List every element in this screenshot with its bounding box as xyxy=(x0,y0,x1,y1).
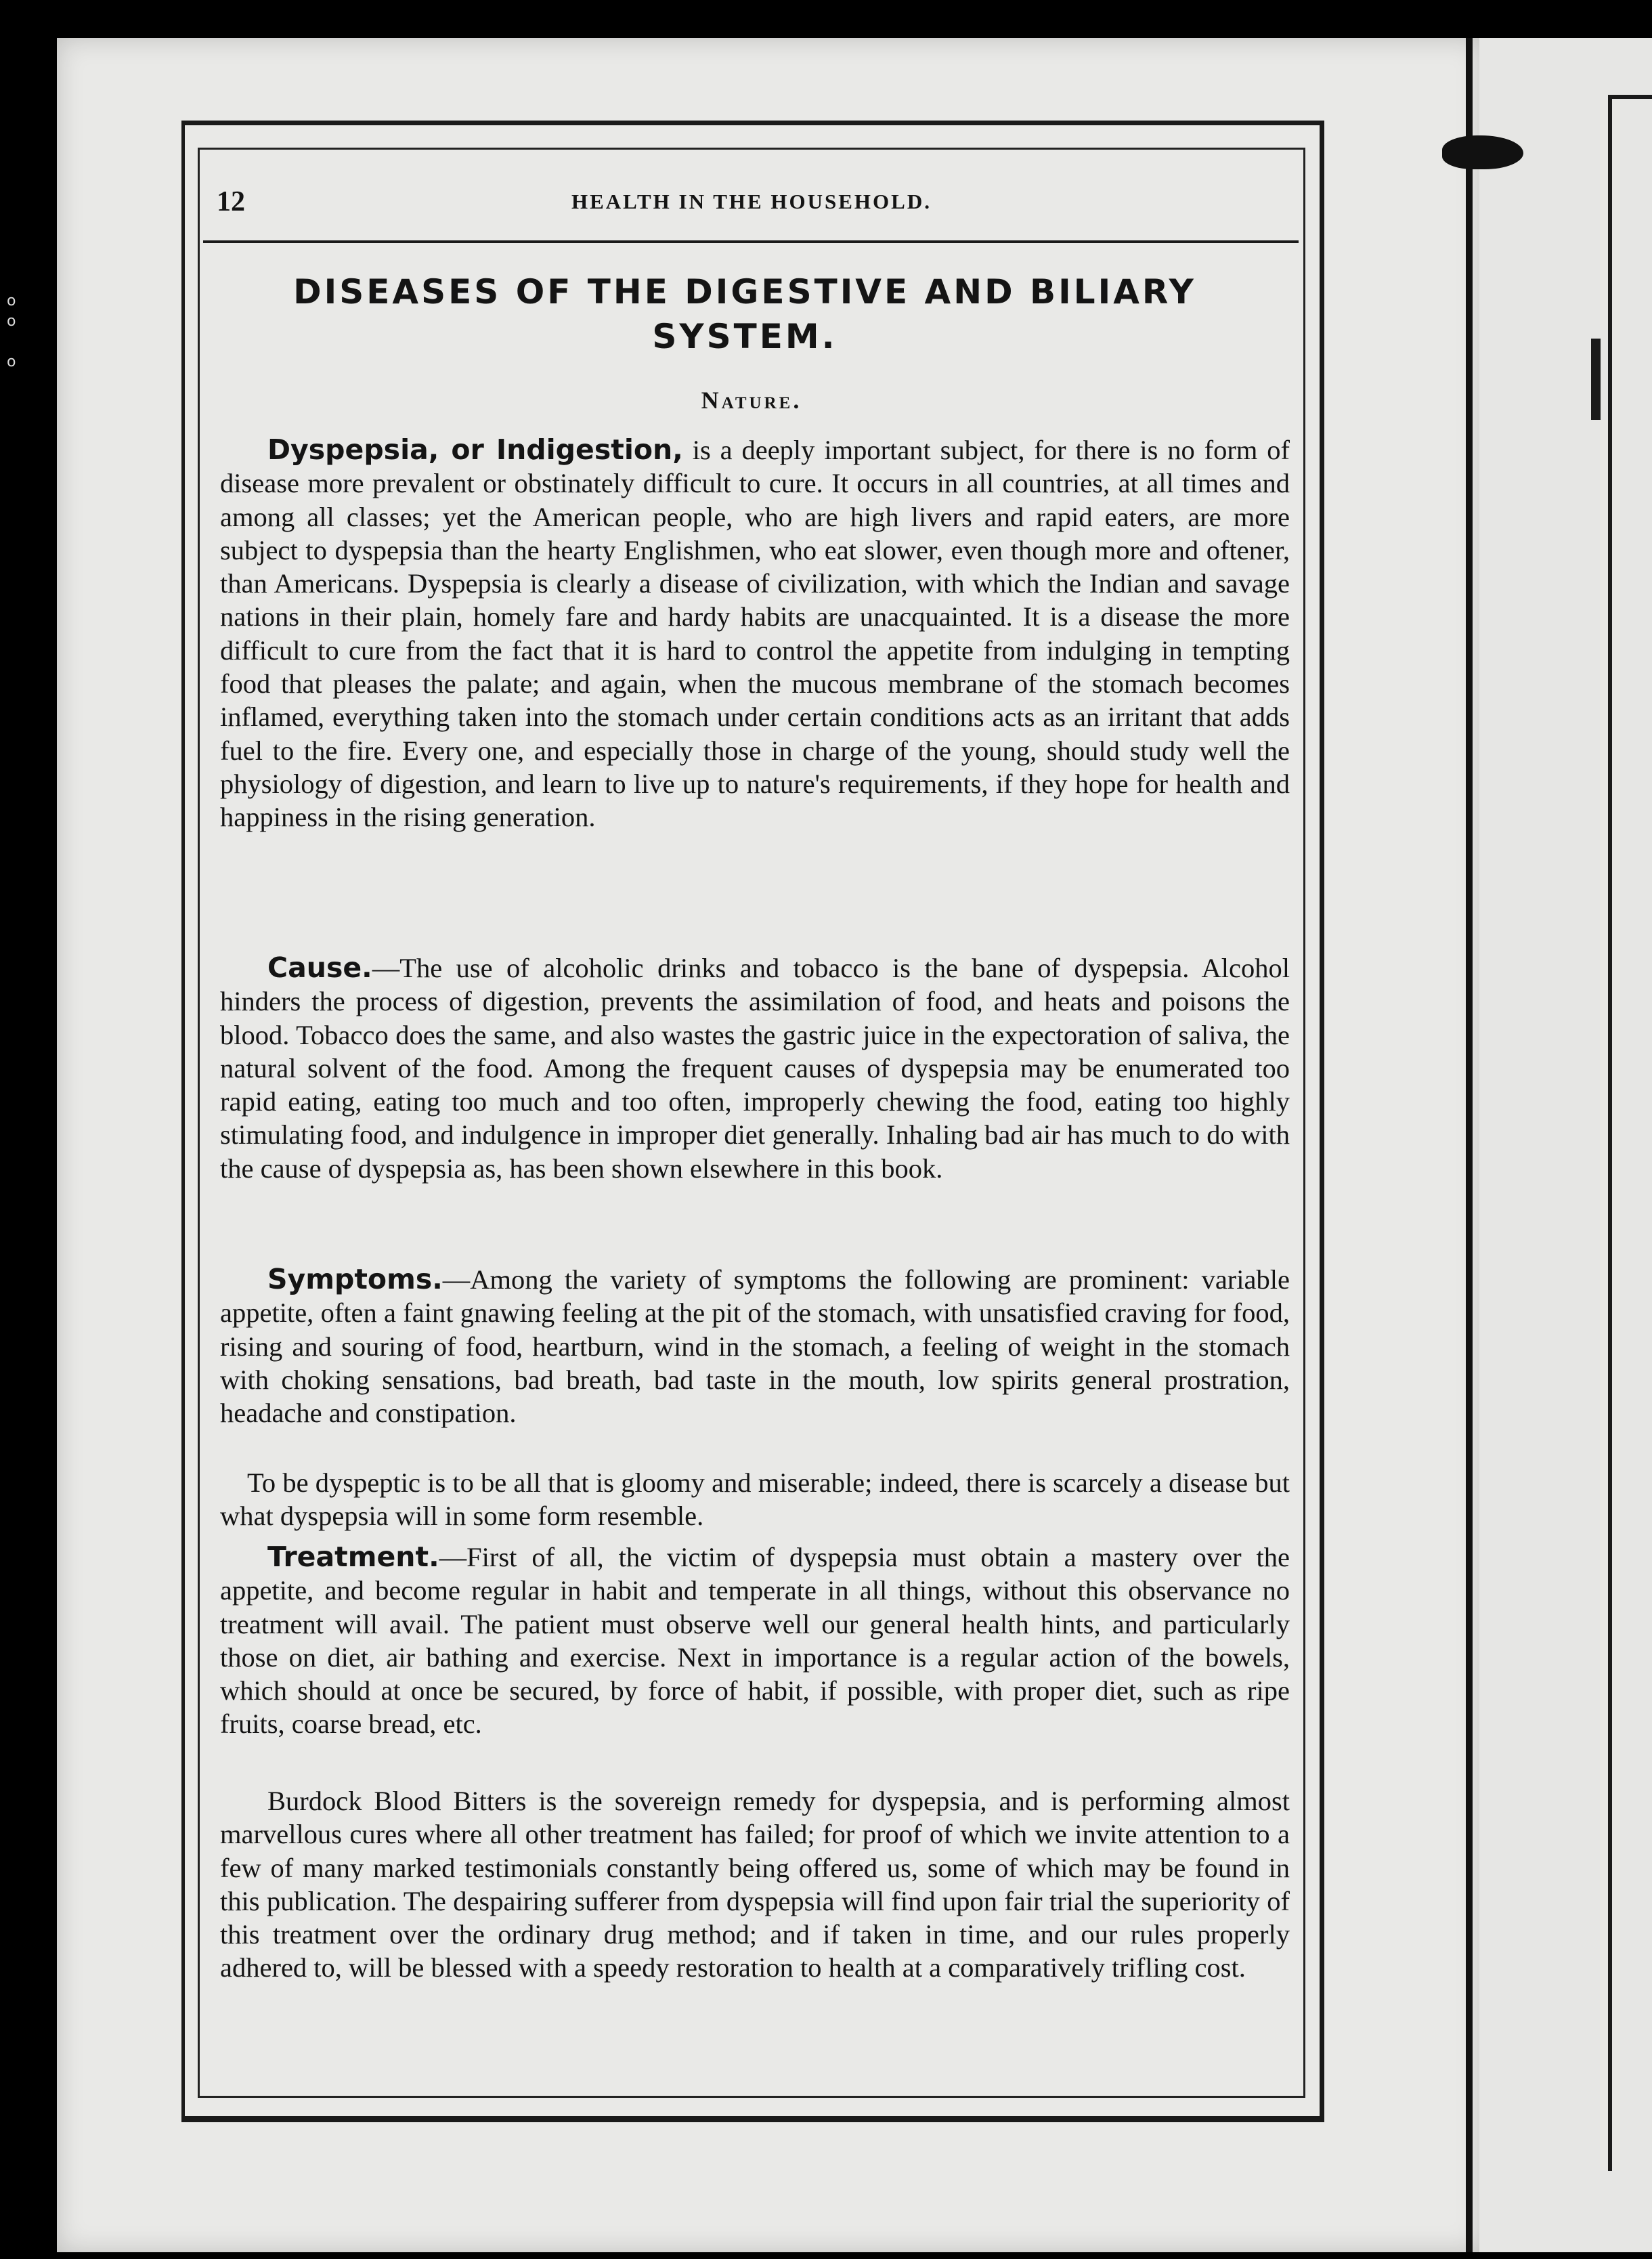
paragraph-symptoms xyxy=(220,1263,1290,1429)
facing-page-border xyxy=(1608,95,1652,2171)
paragraph-text: —Among the variety of symptoms the following are prominent: variable appetite, often a faint gnawing feeling at the pit of the stomach, with unsatisfied craving for food, rising and souring of food, heartburn, wind in the stomach, a feeling of weight in the stomach with choking sensations, bad breath, bad taste in the mouth, low spirits general prostration, headache and constipation. xyxy=(220,1264,1290,1429)
paragraph-text: Burdock Blood Bitters is the sovereign remedy for dyspepsia, and is performing almost marvellous cures where all other treatment has failed; for proof of which we invite attention to a few of many marked testimonials constantly being offered us, some of which may be found in this publication. The despairing sufferer from dyspepsia will find upon fair trial the superiority of this treatment over the ordinary drug method; and if taken in time, and our rules properly adhered to, will be blessed with a speedy restoration to health at a comparatively trifling cost. xyxy=(220,1786,1290,1983)
chapter-title-line-1: DISEASES OF THE DIGESTIVE AND BILIARY xyxy=(293,272,1196,311)
header-rule xyxy=(203,240,1299,243)
paragraph-dyspeptic xyxy=(220,1466,1290,1533)
page-number: 12 xyxy=(217,186,245,217)
scan-background xyxy=(0,0,1652,41)
paragraph-lead: Treatment. xyxy=(267,1541,439,1573)
book-gutter xyxy=(1466,38,1473,2252)
facing-page-mark xyxy=(1591,339,1601,420)
paragraph-text: To be dyspeptic is to be all that is gloomy and miserable; indeed, there is scarcely a disease but what dyspepsia will in some form resemble. xyxy=(220,1467,1290,1532)
ink-blot xyxy=(1442,135,1523,169)
scan-edge-marks: o o o xyxy=(7,293,16,370)
paragraph-treatment xyxy=(220,1541,1290,1741)
paragraph-text: —The use of alcoholic drinks and tobacco is the bane of dyspepsia. Alcohol hinders the process of digestion, prevents the assimilation of food, and heats and poisons the blood. Tobacco does the same, and also wastes the gastric juice in the expectoration of saliva, the natural solvent of the food. Among the frequent causes of dyspepsia may be enumerated too rapid eating, eating too much and too often, improperly chewing the food, eating too highly stimulating food, and indulgence in improper diet generally. Inhaling bad air has much to do with the cause of dyspepsia as, has been shown elsewhere in this book. xyxy=(220,953,1290,1184)
paragraph-text: is a deeply important subject, for there is no form of disease more prevalent or obstinately difficult to cure. It occurs in all countries, at all times and among all classes; yet the American people, who are high livers and rapid eaters, are more subject to dyspepsia than the hearty Englishmen, who eat slower, even though more and oftener, than Americans. Dyspepsia is clearly a disease of civilization, with which the Indian and savage nations in their plain, homely fare and hardy habits are unacquainted. It is a disease the more difficult to cure from the fact that it is hard to control the appetite from indulging in tempting food that pleases the palate; and again, when the mucous membrane of the stomach becomes inflamed, everything taken into the stomach under certain conditions acts as an irritant that adds fuel to the fire. Every one, and especially those in charge of the young, should study well the physiology of digestion, and learn to live up to nature's requirements, if they hope for health and happiness in the rising generation. xyxy=(220,435,1290,833)
paragraph-lead: Cause. xyxy=(267,951,372,984)
section-title: Nature. xyxy=(701,387,802,414)
paragraph-text: —First of all, the victim of dyspepsia must obtain a mastery over the appetite, and become regular in habit and temperate in all things, without this observance no treatment will avail. The patient must observe well our general health hints, and particularly those on diet, air bathing and exercise. Next in importance is a regular action of the bowels, which should at once be secured, by force of habit, if possible, with proper diet, such as ripe fruits, coarse bread, etc. xyxy=(220,1542,1290,1740)
chapter-title-line-2: SYSTEM. xyxy=(652,317,838,356)
chapter-title xyxy=(244,270,1246,359)
paragraph-cause xyxy=(220,951,1290,1185)
paragraph-burdock xyxy=(220,1784,1290,1985)
paragraph-dyspepsia xyxy=(220,433,1290,834)
paragraph-lead: Symptoms. xyxy=(267,1263,443,1295)
running-head: HEALTH IN THE HOUSEHOLD. xyxy=(571,190,932,213)
paragraph-lead: Dyspepsia, or Indigestion, xyxy=(267,433,683,466)
